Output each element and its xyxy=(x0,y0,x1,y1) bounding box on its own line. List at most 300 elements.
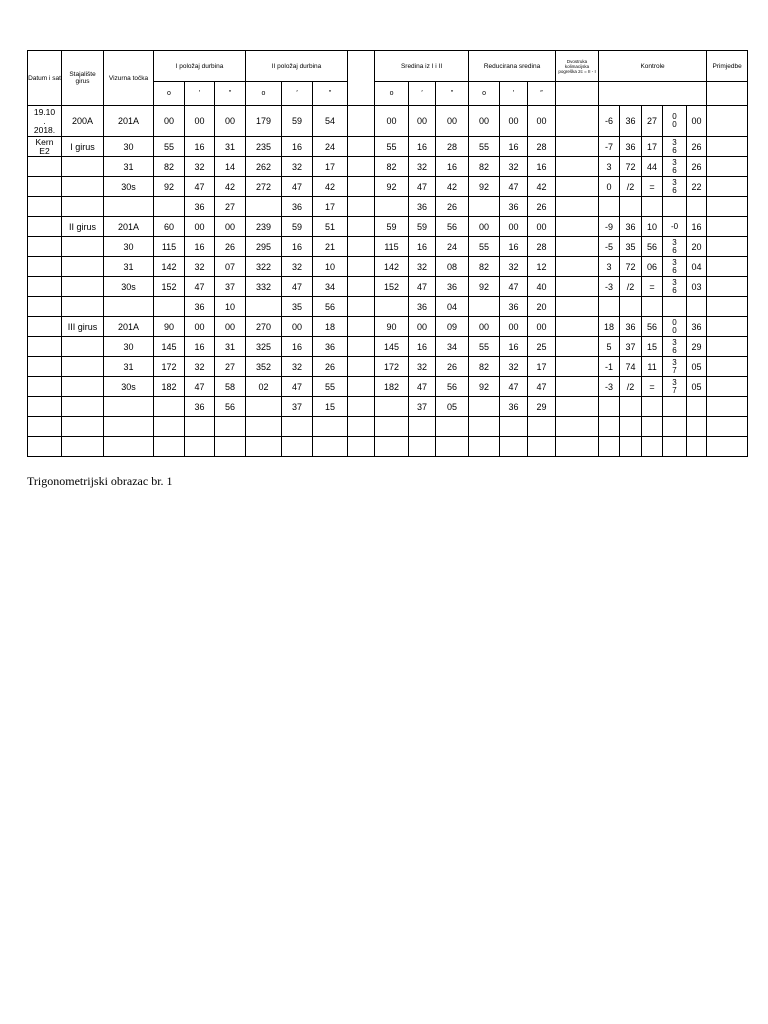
table-cell xyxy=(154,297,185,317)
table-cell: 28 xyxy=(436,137,469,157)
table-cell: 00 xyxy=(469,317,500,337)
table-cell: 56 xyxy=(436,377,469,397)
col-header-polozaj-1: I položaj durbina xyxy=(154,51,246,82)
table-cell: 59 xyxy=(375,217,409,237)
table-cell: 34 xyxy=(436,337,469,357)
table-cell: 00 xyxy=(185,317,215,337)
table-cell xyxy=(62,437,104,457)
table-cell xyxy=(348,277,375,297)
col-header-reducirana: Reducirana sredina xyxy=(469,51,556,82)
empty-header-cell xyxy=(556,82,599,106)
table-cell: 00 xyxy=(185,217,215,237)
table-cell: 59 xyxy=(282,217,313,237)
table-cell xyxy=(282,437,313,457)
table-cell: = xyxy=(642,377,663,397)
table-cell xyxy=(556,317,599,337)
table-cell: 36 xyxy=(185,397,215,417)
table-cell: 05 xyxy=(687,377,707,397)
table-cell: 16 xyxy=(687,217,707,237)
table-cell xyxy=(707,177,748,197)
table-cell xyxy=(28,106,62,137)
table-cell: 17 xyxy=(313,157,348,177)
table-cell xyxy=(154,417,185,437)
table-cell: 36 xyxy=(313,337,348,357)
table-cell xyxy=(642,297,663,317)
table-cell: 16 xyxy=(409,237,436,257)
table-cell xyxy=(375,297,409,317)
table-cell xyxy=(28,297,62,317)
table-cell xyxy=(28,417,62,437)
table-cell: 201A xyxy=(104,217,154,237)
col-header-kolimacija: Dvostruka kolimacijska pogreška 2c = II - I xyxy=(556,51,599,82)
table-cell xyxy=(663,437,687,457)
table-cell xyxy=(215,417,246,437)
table-cell xyxy=(104,437,154,457)
table-row xyxy=(28,157,748,177)
table-cell xyxy=(707,237,748,257)
table-cell xyxy=(348,417,375,437)
unit-minutes: ′ xyxy=(282,82,313,106)
table-cell xyxy=(28,237,62,257)
table-cell: 30s xyxy=(104,277,154,297)
table-cell xyxy=(469,397,500,417)
table-cell xyxy=(620,397,642,417)
table-cell: 34 xyxy=(313,277,348,297)
table-cell: 16 xyxy=(282,337,313,357)
table-cell xyxy=(663,397,687,417)
table-cell xyxy=(185,417,215,437)
table-cell: 37 xyxy=(282,397,313,417)
table-cell: 82 xyxy=(375,157,409,177)
table-row xyxy=(28,106,748,137)
table-cell: 270 xyxy=(246,317,282,337)
col-header-kontrole: Kontrole xyxy=(599,51,707,82)
table-cell: 00 xyxy=(409,317,436,337)
table-cell xyxy=(282,417,313,437)
table-cell xyxy=(620,417,642,437)
table-cell: 24 xyxy=(436,237,469,257)
table-cell: 25 xyxy=(528,337,556,357)
table-row xyxy=(28,317,748,337)
table-cell: 3 xyxy=(599,157,620,177)
table-cell: 32 xyxy=(409,157,436,177)
table-cell xyxy=(62,197,104,217)
table-cell: 92 xyxy=(375,177,409,197)
survey-form-sheet xyxy=(27,50,747,457)
table-cell: 12 xyxy=(528,257,556,277)
table-cell xyxy=(246,397,282,417)
table-cell: 54 xyxy=(313,106,348,137)
table-cell xyxy=(104,397,154,417)
table-cell: 37 xyxy=(620,337,642,357)
table-cell: 26 xyxy=(687,157,707,177)
table-cell: 55 xyxy=(469,237,500,257)
table-cell: = xyxy=(642,177,663,197)
table-cell: 26 xyxy=(687,137,707,157)
table-cell xyxy=(28,437,62,457)
table-cell xyxy=(528,417,556,437)
cell-line: 0 xyxy=(672,120,677,129)
table-cell: 05 xyxy=(687,357,707,377)
unit-seconds: ″ xyxy=(313,82,348,106)
table-cell: 0 xyxy=(599,177,620,197)
table-cell xyxy=(663,317,687,337)
table-cell: 08 xyxy=(436,257,469,277)
table-cell: 28 xyxy=(528,137,556,157)
table-cell xyxy=(599,297,620,317)
table-cell: 201A xyxy=(104,106,154,137)
table-cell xyxy=(556,106,599,137)
table-cell: 115 xyxy=(375,237,409,257)
table-cell: I girus xyxy=(62,137,104,157)
table-cell: -7 xyxy=(599,137,620,157)
table-cell: 56 xyxy=(313,297,348,317)
table-cell: 262 xyxy=(246,157,282,177)
table-cell xyxy=(348,297,375,317)
table-cell: III girus xyxy=(62,317,104,337)
cell-line: Kern xyxy=(35,136,54,147)
table-cell: 35 xyxy=(282,297,313,317)
table-cell: 15 xyxy=(313,397,348,417)
table-cell xyxy=(528,437,556,457)
table-cell: 55 xyxy=(154,137,185,157)
table-cell: 36 xyxy=(620,106,642,137)
table-cell: 47 xyxy=(409,277,436,297)
table-cell: 22 xyxy=(687,177,707,197)
table-cell: 82 xyxy=(154,157,185,177)
table-cell xyxy=(28,337,62,357)
table-cell: 26 xyxy=(313,357,348,377)
table-cell xyxy=(556,297,599,317)
table-cell: 00 xyxy=(687,106,707,137)
table-cell xyxy=(246,197,282,217)
table-cell xyxy=(28,197,62,217)
table-cell: 11 xyxy=(642,357,663,377)
table-cell: 32 xyxy=(185,157,215,177)
unit-degrees: o xyxy=(246,82,282,106)
table-cell: 82 xyxy=(469,257,500,277)
table-cell xyxy=(28,277,62,297)
table-row xyxy=(28,357,748,377)
table-cell: 15 xyxy=(642,337,663,357)
table-cell: 36 xyxy=(500,397,528,417)
table-cell: 31 xyxy=(215,337,246,357)
table-cell: 16 xyxy=(500,337,528,357)
table-cell: 32 xyxy=(500,157,528,177)
table-row xyxy=(28,237,748,257)
table-cell xyxy=(707,377,748,397)
spacer-cell xyxy=(348,51,375,106)
table-cell: 27 xyxy=(215,357,246,377)
table-cell: 235 xyxy=(246,137,282,157)
table-cell xyxy=(500,417,528,437)
table-cell: 16 xyxy=(409,337,436,357)
table-cell: 92 xyxy=(469,277,500,297)
table-cell xyxy=(62,417,104,437)
table-cell xyxy=(663,297,687,317)
table-cell: 16 xyxy=(436,157,469,177)
unit-seconds: ″ xyxy=(436,82,469,106)
table-cell: 16 xyxy=(528,157,556,177)
table-cell: 36 xyxy=(500,197,528,217)
table-row xyxy=(28,137,748,157)
table-cell xyxy=(375,417,409,437)
table-cell xyxy=(375,397,409,417)
table-cell xyxy=(246,437,282,457)
table-cell xyxy=(707,317,748,337)
table-row xyxy=(28,217,748,237)
table-cell xyxy=(62,237,104,257)
table-cell: 142 xyxy=(154,257,185,277)
table-cell: 59 xyxy=(282,106,313,137)
table-cell xyxy=(707,217,748,237)
table-cell: 32 xyxy=(282,357,313,377)
table-cell: 26 xyxy=(215,237,246,257)
cell-line: 6 xyxy=(672,165,677,175)
table-cell: 29 xyxy=(528,397,556,417)
table-cell: 182 xyxy=(154,377,185,397)
cell-line: . xyxy=(43,115,46,126)
table-cell: 00 xyxy=(154,106,185,137)
table-cell: 42 xyxy=(528,177,556,197)
table-cell: 32 xyxy=(409,357,436,377)
table-cell: 36 xyxy=(185,197,215,217)
table-cell xyxy=(409,437,436,457)
table-cell: II girus xyxy=(62,217,104,237)
table-cell: 32 xyxy=(409,257,436,277)
table-cell xyxy=(469,437,500,457)
cell-line: E2 xyxy=(39,145,50,156)
table-cell xyxy=(556,257,599,277)
table-cell: 47 xyxy=(500,277,528,297)
table-cell xyxy=(28,397,62,417)
table-cell xyxy=(620,297,642,317)
col-header-sredina: Sredina iz I i II xyxy=(375,51,469,82)
table-cell: 21 xyxy=(313,237,348,257)
table-cell: 172 xyxy=(154,357,185,377)
table-cell xyxy=(62,397,104,417)
cell-line: 3 xyxy=(672,277,677,287)
table-cell: 5 xyxy=(599,337,620,357)
table-cell: 09 xyxy=(436,317,469,337)
table-cell xyxy=(313,417,348,437)
table-cell: 00 xyxy=(528,317,556,337)
table-cell xyxy=(62,157,104,177)
table-cell: 36 xyxy=(409,297,436,317)
table-cell xyxy=(620,197,642,217)
table-cell: 16 xyxy=(500,237,528,257)
table-cell: 55 xyxy=(375,137,409,157)
table-cell xyxy=(707,137,748,157)
table-cell: 36 xyxy=(185,297,215,317)
table-cell xyxy=(348,217,375,237)
cell-line: 6 xyxy=(672,145,677,155)
col-header-stajaliste: Stajalište girus xyxy=(62,51,104,106)
table-cell xyxy=(620,437,642,457)
table-cell: 325 xyxy=(246,337,282,357)
table-cell xyxy=(104,297,154,317)
table-cell: 32 xyxy=(282,157,313,177)
table-cell xyxy=(375,437,409,457)
table-row xyxy=(28,297,748,317)
table-cell: 16 xyxy=(282,137,313,157)
table-cell: 179 xyxy=(246,106,282,137)
table-cell: 27 xyxy=(642,106,663,137)
cell-line: 3 xyxy=(672,257,677,267)
table-cell: 06 xyxy=(642,257,663,277)
table-row xyxy=(28,417,748,437)
table-cell xyxy=(556,217,599,237)
table-cell: 17 xyxy=(313,197,348,217)
table-cell xyxy=(663,177,687,197)
table-cell: 29 xyxy=(687,337,707,357)
table-cell: 28 xyxy=(528,237,556,257)
table-cell: -9 xyxy=(599,217,620,237)
table-cell: 92 xyxy=(469,177,500,197)
table-cell xyxy=(28,357,62,377)
table-cell: 56 xyxy=(642,237,663,257)
table-cell: 32 xyxy=(185,257,215,277)
table-cell: -5 xyxy=(599,237,620,257)
table-cell: 47 xyxy=(185,177,215,197)
table-cell: 03 xyxy=(687,277,707,297)
table-cell xyxy=(599,197,620,217)
cell-line: 19.10 xyxy=(33,106,56,117)
table-cell xyxy=(348,337,375,357)
table-cell xyxy=(436,437,469,457)
table-cell: 56 xyxy=(436,217,469,237)
unit-degrees: o xyxy=(154,82,185,106)
cell-line: -0 xyxy=(670,221,679,231)
table-cell: 92 xyxy=(154,177,185,197)
table-cell: 37 xyxy=(215,277,246,297)
table-cell: 36 xyxy=(409,197,436,217)
table-cell: 42 xyxy=(313,177,348,197)
table-cell: 32 xyxy=(282,257,313,277)
table-cell xyxy=(348,177,375,197)
cell-line: 3 xyxy=(672,357,677,367)
table-cell: 00 xyxy=(500,217,528,237)
table-cell xyxy=(556,157,599,177)
table-cell xyxy=(375,197,409,217)
table-cell xyxy=(687,297,707,317)
table-cell: 20 xyxy=(687,237,707,257)
table-cell xyxy=(348,317,375,337)
table-cell: 295 xyxy=(246,237,282,257)
cell-line: 6 xyxy=(672,185,677,195)
table-cell xyxy=(348,397,375,417)
table-cell xyxy=(469,197,500,217)
cell-line: 3 xyxy=(672,237,677,247)
col-header-primjedbe: Primjedbe xyxy=(707,51,748,82)
unit-minutes: ′ xyxy=(185,82,215,106)
table-cell: 82 xyxy=(469,357,500,377)
table-cell: 00 xyxy=(185,106,215,137)
table-cell xyxy=(707,257,748,277)
table-cell: 37 xyxy=(409,397,436,417)
cell-line: 3 xyxy=(672,377,677,387)
table-cell xyxy=(556,397,599,417)
cell-line: 3 xyxy=(672,157,677,167)
cell-line: 0 xyxy=(672,317,677,327)
empty-header-cell xyxy=(707,82,748,106)
form-caption: Trigonometrijski obrazac br. 1 xyxy=(27,474,173,488)
table-cell: 51 xyxy=(313,217,348,237)
col-header-polozaj-2: II položaj durbina xyxy=(246,51,348,82)
table-cell xyxy=(28,217,62,237)
table-cell: 200A xyxy=(62,106,104,137)
table-cell: 152 xyxy=(375,277,409,297)
table-cell: 30 xyxy=(104,337,154,357)
table-cell xyxy=(556,337,599,357)
table-cell xyxy=(642,417,663,437)
table-cell xyxy=(707,157,748,177)
table-cell: 00 xyxy=(282,317,313,337)
table-cell: 00 xyxy=(409,106,436,137)
table-cell xyxy=(556,277,599,297)
empty-header-cell xyxy=(599,82,707,106)
table-cell xyxy=(556,237,599,257)
table-row xyxy=(28,277,748,297)
table-cell xyxy=(409,417,436,437)
table-cell xyxy=(663,237,687,257)
table-cell: 142 xyxy=(375,257,409,277)
table-cell: 36 xyxy=(687,317,707,337)
table-cell: 16 xyxy=(185,237,215,257)
table-cell xyxy=(599,417,620,437)
table-cell: 272 xyxy=(246,177,282,197)
table-cell: 36 xyxy=(436,277,469,297)
table-cell xyxy=(642,397,663,417)
table-cell: 30s xyxy=(104,177,154,197)
table-cell: 16 xyxy=(185,337,215,357)
table-cell xyxy=(28,257,62,277)
table-cell: 90 xyxy=(375,317,409,337)
table-cell: 16 xyxy=(409,137,436,157)
table-cell xyxy=(556,137,599,157)
table-cell: 55 xyxy=(469,137,500,157)
table-cell xyxy=(62,377,104,397)
table-cell: 05 xyxy=(436,397,469,417)
cell-line: 7 xyxy=(672,365,677,375)
table-cell xyxy=(556,437,599,457)
table-cell: 27 xyxy=(215,197,246,217)
table-cell: 239 xyxy=(246,217,282,237)
table-cell: 17 xyxy=(528,357,556,377)
table-cell xyxy=(707,297,748,317)
table-cell xyxy=(663,217,687,237)
table-cell: 24 xyxy=(313,137,348,157)
table-cell xyxy=(663,417,687,437)
table-row xyxy=(28,397,748,417)
table-row xyxy=(28,257,748,277)
table-cell xyxy=(28,157,62,177)
table-cell xyxy=(313,437,348,457)
table-cell xyxy=(154,197,185,217)
table-row xyxy=(28,197,748,217)
table-cell: 18 xyxy=(599,317,620,337)
table-cell: 31 xyxy=(104,157,154,177)
table-cell xyxy=(62,297,104,317)
table-cell xyxy=(28,177,62,197)
table-cell: 47 xyxy=(409,177,436,197)
table-cell: 47 xyxy=(500,177,528,197)
table-cell: 74 xyxy=(620,357,642,377)
table-cell xyxy=(28,377,62,397)
table-cell: 40 xyxy=(528,277,556,297)
table-cell: 26 xyxy=(436,357,469,377)
table-cell xyxy=(556,177,599,197)
